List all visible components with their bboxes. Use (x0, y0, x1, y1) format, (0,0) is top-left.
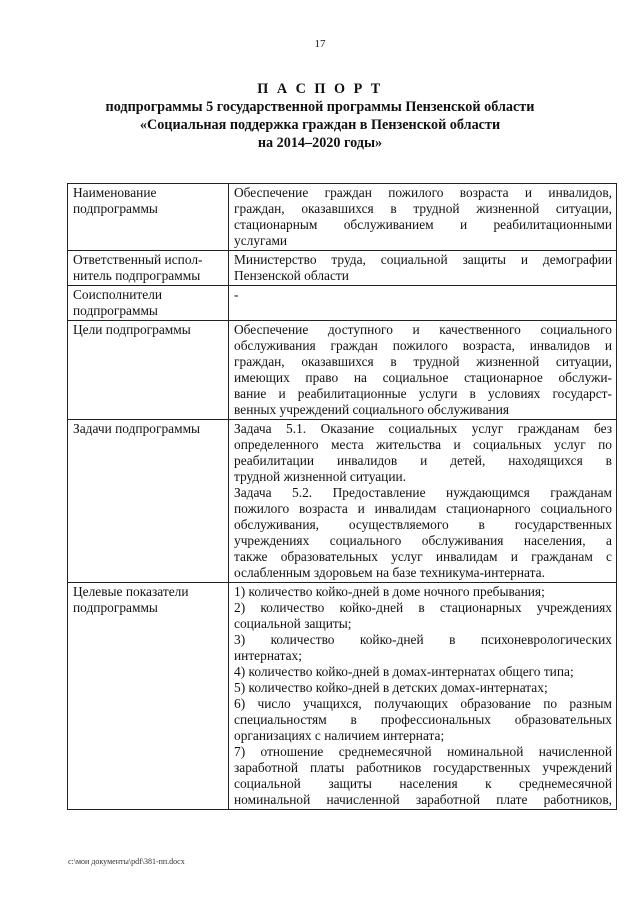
value-line: Задача 5.1. Оказание социальных услуг гражданам без (234, 421, 612, 436)
value-line: обслуживания, осуществляемого в государственных (234, 517, 612, 532)
title-line-4: на 2014–2020 годы» (257, 135, 383, 151)
value-line: стационарным обслуживанием и реабилитационными (234, 217, 612, 232)
document-title (0, 80, 640, 152)
label-line: Целевые показатели (73, 584, 189, 599)
value-line: специальностям в профессиональных образовательных (234, 712, 612, 727)
passport-table (67, 183, 617, 810)
label-line: подпрограммы (73, 201, 158, 216)
label-line: Цели подпрограммы (73, 322, 191, 337)
value-line: граждан, оказавшихся в трудной жизненной ситуации, (234, 354, 612, 369)
row-value (229, 251, 617, 286)
label-line: Задачи подпрограммы (73, 421, 201, 436)
value-line: вание и реабилитационные услуги в условиях государст- (234, 386, 612, 401)
label-line: подпрограммы (73, 600, 158, 615)
row-label (68, 583, 229, 810)
value-line: реабилитации инвалидов и детей, находящихся в (234, 453, 612, 468)
row-value (229, 420, 617, 583)
value-line: Обеспечение доступного и качественного социального (234, 322, 612, 337)
table-row-tasks (68, 420, 617, 583)
value-line: Пензенской области (234, 268, 349, 283)
row-value (229, 583, 617, 810)
row-label (68, 184, 229, 251)
title-line-3: «Социальная поддержка граждан в Пензенской области (139, 117, 501, 133)
value-line: учреждениях социального обслуживания населения, а (234, 533, 612, 548)
value-line: услугами (234, 233, 288, 248)
row-value (229, 321, 617, 420)
label-line: Соисполнители (73, 287, 163, 302)
title-line-2: подпрограммы 5 государственной программы Пензенской области (105, 99, 535, 115)
label-line: подпрограммы (73, 303, 158, 318)
value-line: имеющих право на социальное стационарное обслужи- (234, 370, 612, 385)
value-line: номинальной начисленной заработной плате работников, (234, 792, 612, 807)
row-value (229, 184, 617, 251)
title-line-1: П А С П О Р Т (257, 81, 383, 97)
value-line: 5) количество койко-дней в детских домах-интернатах; (234, 680, 548, 695)
value-line: определенного места жительства и социальных услуг по (234, 437, 612, 452)
value-line: трудной жизненной ситуации. (234, 469, 407, 484)
value-line: обслуживания граждан пожилого возраста, инвалидов и (234, 338, 612, 353)
row-label (68, 321, 229, 420)
value-line: интернатах; (234, 648, 302, 663)
value-line: венных учреждений социального обслуживания (234, 402, 510, 417)
label-line: Наименование (73, 185, 157, 200)
value-line: пожилого возраста и инвалидам стационарного социального (234, 501, 612, 516)
label-line: Ответственный испол- (73, 252, 203, 267)
table-row-goals (68, 321, 617, 420)
value-line: - (234, 287, 239, 302)
value-line: 4) количество койко-дней в домах-интернатах общего типа; (234, 664, 574, 679)
value-line: граждан, оказавшихся в трудной жизненной ситуации, (234, 201, 612, 216)
value-line: социальной защиты; (234, 616, 352, 631)
value-line: социальной защиты населения к среднемесячной (234, 776, 612, 791)
value-line: 6) число учащихся, получающих образование по разным (234, 696, 612, 711)
value-line: организациях с наличием интерната; (234, 728, 445, 743)
table-row-indicators (68, 583, 617, 810)
value-line: Министерство труда, социальной защиты и демографии (234, 252, 612, 267)
row-label (68, 420, 229, 583)
row-value (229, 286, 617, 321)
value-line: также образовательных услуг инвалидам и гражданам с (234, 549, 612, 564)
row-label (68, 286, 229, 321)
value-line: 3) количество койко-дней в психоневрологических (234, 632, 612, 647)
value-line: 2) количество койко-дней в стационарных учреждениях (234, 600, 612, 615)
value-line: 1) количество койко-дней в доме ночного пребывания; (234, 584, 545, 599)
value-line: 7) отношение среднемесячной номинальной начисленной (234, 744, 612, 759)
value-line: Задача 5.2. Предоставление нуждающимся гражданам (234, 485, 612, 500)
file-path-footer: c:\мои документы\pdf\381-пп.docx (68, 857, 185, 866)
table-row-responsible (68, 251, 617, 286)
page-number: 17 (314, 38, 326, 50)
value-line: заработной платы работников государственных учреждений (234, 760, 612, 775)
value-line: ослабленным здоровьем на базе техникума-интерната. (234, 565, 545, 580)
row-label (68, 251, 229, 286)
table-row-name (68, 184, 617, 251)
value-line: Обеспечение граждан пожилого возраста и инвалидов, (234, 185, 612, 200)
label-line: нитель подпрограммы (73, 268, 201, 283)
table-row-coexecutors (68, 286, 617, 321)
